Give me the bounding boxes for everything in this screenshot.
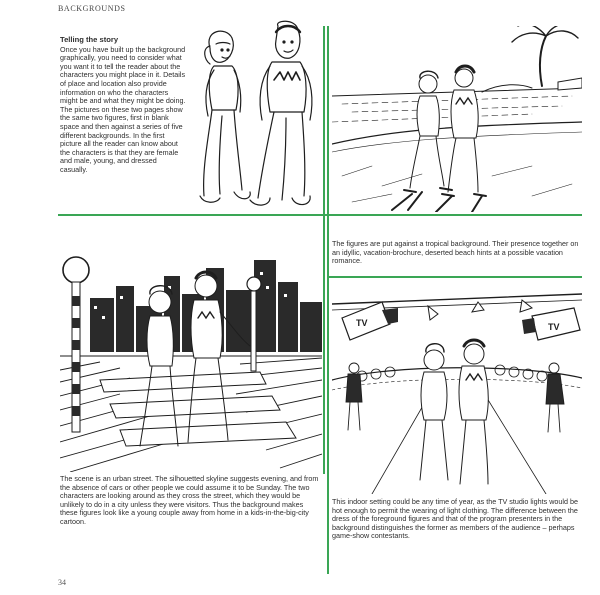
man-figure [250,21,312,205]
camera-label-right: TV [548,322,560,332]
caption-studio: This indoor setting could be any time of year, as the TV studio lights would be hot enough to permit the wearing of light clothing. The difference between the dress of the foreground figures and that of the program presenters in the background distinguishes the former as members of the audience – perhaps game-show contestants. [332,497,578,541]
illustration-blank-space [186,20,322,214]
tv-studio-drawing [332,280,582,494]
column-rule-left [323,26,325,474]
illustration-tv-studio [332,280,582,494]
row-rule-upper [58,214,582,216]
column-rule-right [327,26,329,574]
caption-tropical: The figures are put against a tropical background. Their presence together on an idyllic, vacation-brochure, deserted beach hints at a possible vacation romance. [332,239,579,266]
woman-figure [200,31,250,202]
tropical-beach-drawing [332,26,582,212]
row-rule-lower [328,276,582,278]
running-head: BACKGROUNDS [58,4,126,13]
urban-street-drawing [60,246,322,472]
illustration-tropical-beach [332,26,582,212]
page-number: 34 [58,578,66,587]
intro-body: Once you have built up the background graphically, you need to consider what you want it to tell the reader about the characters you might place in it. Details of place and location also provide information on who the characters might be and what they might be doing. The pictures on these two pages show the same two figures, first in blank space and then against a series of five different backgrounds. In the first picture all the reader can know about the characters is that they are female and male, young, and dressed casually. [60,44,186,174]
blank-space-drawing [186,20,322,214]
intro-heading: Telling the story [60,35,119,44]
camera-label-left: TV [356,318,368,328]
intro-text [60,36,186,175]
illustration-urban-street [60,246,322,472]
caption-urban: The scene is an urban street. The silhouetted skyline suggests evening, and from the absence of cars or other people we could assume it to be Sunday. The two characters are looking around as they cross the street, which they would be unlikely to do in a city unless they were visitors. Thus the background makes these figures look like a young couple away from home in a kids-in-the-big-city cartoon. [60,474,319,526]
